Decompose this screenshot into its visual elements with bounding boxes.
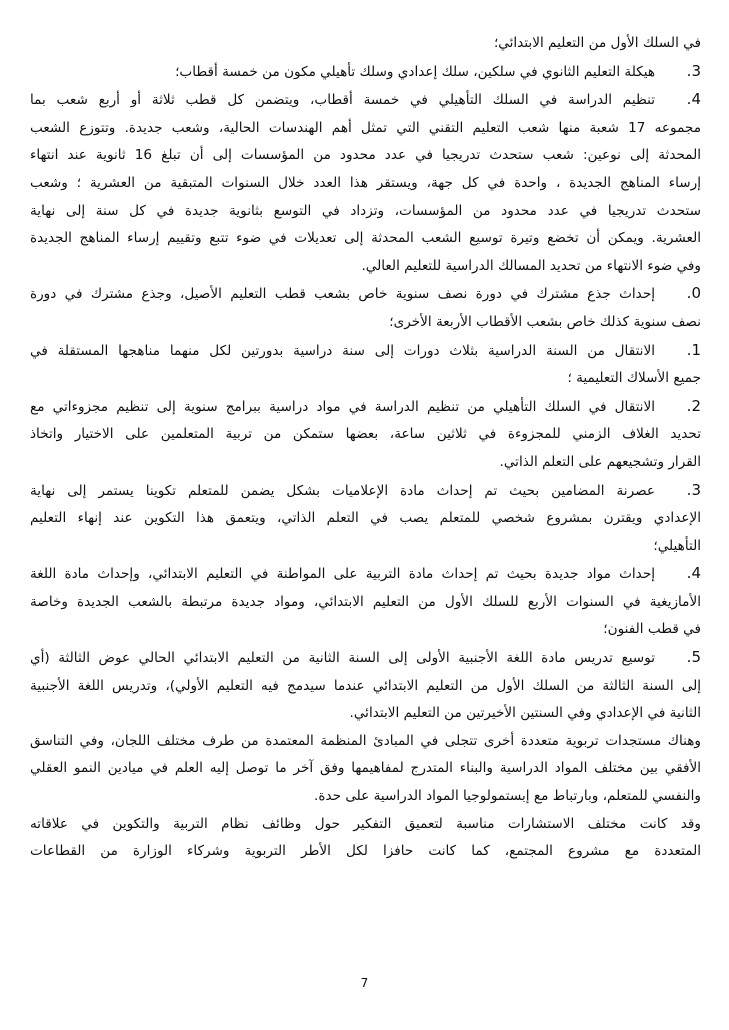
line-text: الانتقال في السلك التأهيلي من تنظيم الدراسة في مواد دراسية ببرامج سنوية إلى تنظيم مجزوءاتي مع: [30, 398, 655, 415]
text-line: [28, 477, 701, 506]
text-line: [28, 616, 701, 644]
line-text: في السلك الأول من التعليم الابتدائي؛: [493, 35, 701, 51]
text-line: [28, 142, 701, 170]
line-text: إحداث جذع مشترك في دورة نصف سنوية خاص بشعب قطب التعليم الأصيل، وجذع مشترك في دورة: [30, 286, 655, 303]
line-text: والنفسي للمتعلم، وبارتباط مع إبستمولوجيا المواد الدراسية على حدة.: [314, 788, 701, 805]
line-text: وهناك مستجدات تربوية متعددة أخرى تتجلى في المبادئ المنظمة المعتمدة من طرف مختلف اللجان، وفي التناسق: [30, 732, 701, 749]
text-line: [28, 783, 701, 811]
line-text: إرساء المناهج الجديدة ، واحدة في كل جهة، ويستقر هذا العدد خلال السنوات المتبقية من العشرية ؛ وشعب: [30, 174, 701, 191]
line-text: تحديد الغلاف الزمني للمجزوءة في ثلاثين ساعة، بعضها ستمكن من تربية المتعلمين على الاختيار واتخاذ: [30, 426, 701, 443]
line-text: الأفقي بين مختلف المواد الدراسية والبناء المتدرج لمفاهيمها وفق آخر ما توصل إليه العلم في ميادين النمو العقلي: [30, 760, 701, 777]
page-number: 7: [360, 976, 369, 990]
text-line: [28, 421, 701, 449]
line-text: التأهيلي؛: [653, 537, 701, 554]
text-line: [28, 560, 701, 589]
text-line: [28, 449, 701, 477]
text-line: [28, 644, 701, 673]
line-text: في قطب الفنون؛: [603, 621, 701, 638]
text-line: [28, 365, 701, 393]
line-text: المتعددة مع مشروع المجتمع، كما كانت حافزا لكل الأطر التربوية وشركاء الوزارة من القطاعات: [30, 843, 701, 860]
text-line: [28, 309, 701, 337]
line-text: الإعدادي ويقترن بمشروع شخصي للمتعلم يصب في التعلم الذاتي، ويتعمق هذا التكوين عند إنهاء التعليم: [30, 510, 701, 527]
line-text: هيكلة التعليم الثانوي في سلكين، سلك إعدادي وسلك تأهيلي مكون من خمسة أقطاب؛: [175, 63, 655, 80]
line-text: عصرنة المضامين بحيث تم إحداث مادة الإعلاميات بشكل يضمن للمتعلم تكوينا يستمر إلى نهاية: [30, 482, 655, 499]
text-line: [28, 811, 701, 839]
text-line: [28, 86, 701, 115]
text-line: [28, 170, 701, 198]
line-text: وفي ضوء الانتهاء من تحديد المسالك الدراسية للتعليم العالي.: [361, 257, 701, 274]
list-number: 4.: [686, 564, 701, 583]
text-line: [28, 838, 701, 866]
text-line: [28, 728, 701, 756]
list-number: 4.: [686, 90, 701, 109]
text-line: [28, 337, 701, 366]
text-line: [28, 115, 701, 143]
line-text: الانتقال من السنة الدراسية بثلاث دورات إلى سنة دراسية بدورتين لكل منهما مناهجها المستقلة في: [30, 342, 655, 359]
text-line: [28, 700, 701, 728]
line-text: المحدثة إلى نوعين: شعب ستحدث تدريجيا في عدد محدود من المؤسسات إلى أن تبلغ 16 ثانوية عند انتهاء: [30, 147, 701, 164]
text-line: [28, 58, 701, 87]
text-line: [28, 673, 701, 701]
text-line: [28, 225, 701, 253]
line-text: جميع الأسلاك التعليمية ؛: [567, 370, 701, 387]
line-text: العشرية. ويمكن أن تخضع وتيرة توسيع الشعب المحدثة إلى تعديلات في ضوء تتبع وتقييم إرساء المناهج الجديدة: [30, 230, 701, 247]
list-number: 1.: [686, 340, 701, 359]
line-text: تنظيم الدراسة في السلك التأهيلي في خمسة أقطاب، ويتضمن كل قطب ثلاثة أو أربع شعب بما: [30, 92, 655, 109]
list-number: 2.: [686, 396, 701, 415]
text-line: [28, 280, 701, 309]
text-line: [28, 393, 701, 422]
text-line: [28, 198, 701, 226]
line-text: إلى السنة الثالثة من السلك الأول من التعليم الابتدائي عندما سيدمج فيه التعليم الأولي)، وتدريس اللغة الأجنبية: [30, 677, 701, 694]
text-line: [28, 30, 701, 58]
line-text: القرار وتشجيعهم على التعلم الذاتي.: [499, 453, 701, 470]
list-number: 0.: [686, 284, 701, 303]
line-text: إحداث مواد جديدة بحيث تم إحداث مادة التربية على المواطنة في التعليم الابتدائي، وإحداث مادة اللغة: [30, 566, 655, 583]
line-text: الثانية في الإعدادي وفي السنتين الأخيرتين من التعليم الابتدائي.: [349, 705, 701, 722]
list-number: 3.: [686, 480, 701, 499]
list-number: 5.: [686, 648, 701, 667]
document-body: [28, 30, 701, 866]
text-line: [28, 755, 701, 783]
text-line: [28, 589, 701, 617]
line-text: الأمازيغية في السنوات الأربع للسلك الأول من التعليم الابتدائي، ومواد جديدة مرتبطة بالشعب الجديدة وخاصة: [30, 593, 701, 610]
line-text: توسيع تدريس مادة اللغة الأجنبية الأولى إلى السنة الثانية من التعليم الابتدائي الحالي عوض الثالثة (أي: [30, 650, 655, 667]
text-line: [28, 505, 701, 533]
line-text: نصف سنوية كذلك خاص بشعب الأقطاب الأربعة الأخرى؛: [389, 313, 701, 330]
list-number: 3.: [686, 61, 701, 80]
text-line: [28, 253, 701, 281]
text-line: [28, 533, 701, 561]
line-text: مجموعه 17 شعبة منها شعب التعليم التقني التي تمثل أهم الهندسات الحالية، وشعب جديدة. وتتوزع الشعب: [30, 119, 701, 136]
line-text: وقد كانت مختلف الاستشارات مناسبة لتعميق التفكير حول وظائف نظام التربية والتكوين في علاقاته: [30, 815, 701, 832]
line-text: ستحدث تدريجيا في عدد محدود من المؤسسات، وتزداد في التوسع بثانوية جديدة في كل سنة إلى نهاية: [30, 202, 701, 219]
